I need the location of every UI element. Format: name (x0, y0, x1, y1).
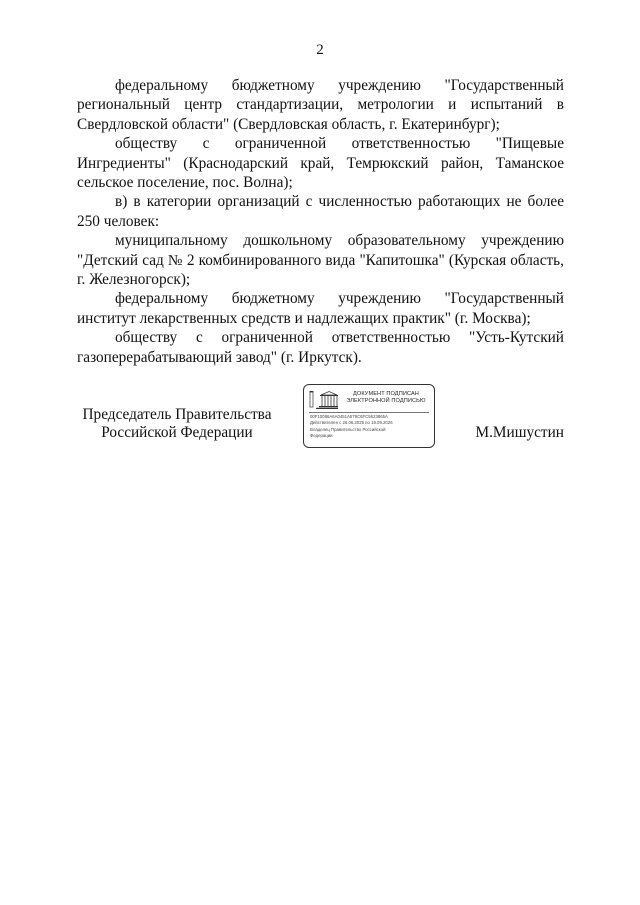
stamp-header-line: ЭЛЕКТРОННОЙ ПОДПИСЬЮ (346, 398, 426, 404)
paragraph-item: обществу с ограниченной ответственностью "Усть-Кутский газоперерабатывающий завод" (г. Иркутск). (77, 329, 564, 366)
paragraph-item: федеральному бюджетному учреждению "Государственный институт лекарственных средств и надлежащих практик" (г. Москва); (77, 290, 564, 327)
stamp-certificate: 00F10086A6A0451A579C6FC5623865A (310, 414, 388, 419)
stamp-header-line: ДОКУМЕНТ ПОДПИСАН (353, 391, 419, 397)
paragraph-item: в) в категории организаций с численностью работающих не более 250 человек: (77, 193, 564, 230)
government-building-icon (309, 390, 339, 410)
signer-title-line: Российской Федерации (101, 423, 253, 441)
stamp-header (340, 391, 432, 405)
paragraph-item: федеральному бюджетному учреждению "Государственный региональный центр стандартизации, метрологии и испытаний в Свердловской области" (Свердловская область, г. Екатеринбург); (77, 77, 564, 133)
signer-title (77, 406, 277, 441)
signer-title-line: Председатель Правительства (82, 406, 272, 423)
electronic-signature-stamp (303, 384, 435, 448)
signature-block (77, 384, 564, 454)
stamp-owner: Федерации (310, 432, 333, 438)
page-number: 2 (316, 42, 324, 58)
paragraph-item: обществу с ограниченной ответственностью "Пищевые Ингредиенты" (Краснодарский край, Темрюкский район, Таманское сельское поселение, пос. Волна); (77, 135, 564, 192)
document-body (77, 76, 564, 367)
stamp-details (310, 414, 430, 439)
signer-name: М.Мишустин (475, 424, 564, 441)
paragraph-item: муниципальному дошкольному образовательному учреждению "Детский сад № 2 комбинированного вида "Капитошка" (Курская область, г. Железногорск); (77, 232, 564, 289)
stamp-validity: Действителен с 26.06.2025 по 19.09.2026 (310, 420, 393, 426)
stamp-owner: Владелец Правительство Российской (310, 426, 386, 432)
stamp-divider (309, 412, 429, 413)
